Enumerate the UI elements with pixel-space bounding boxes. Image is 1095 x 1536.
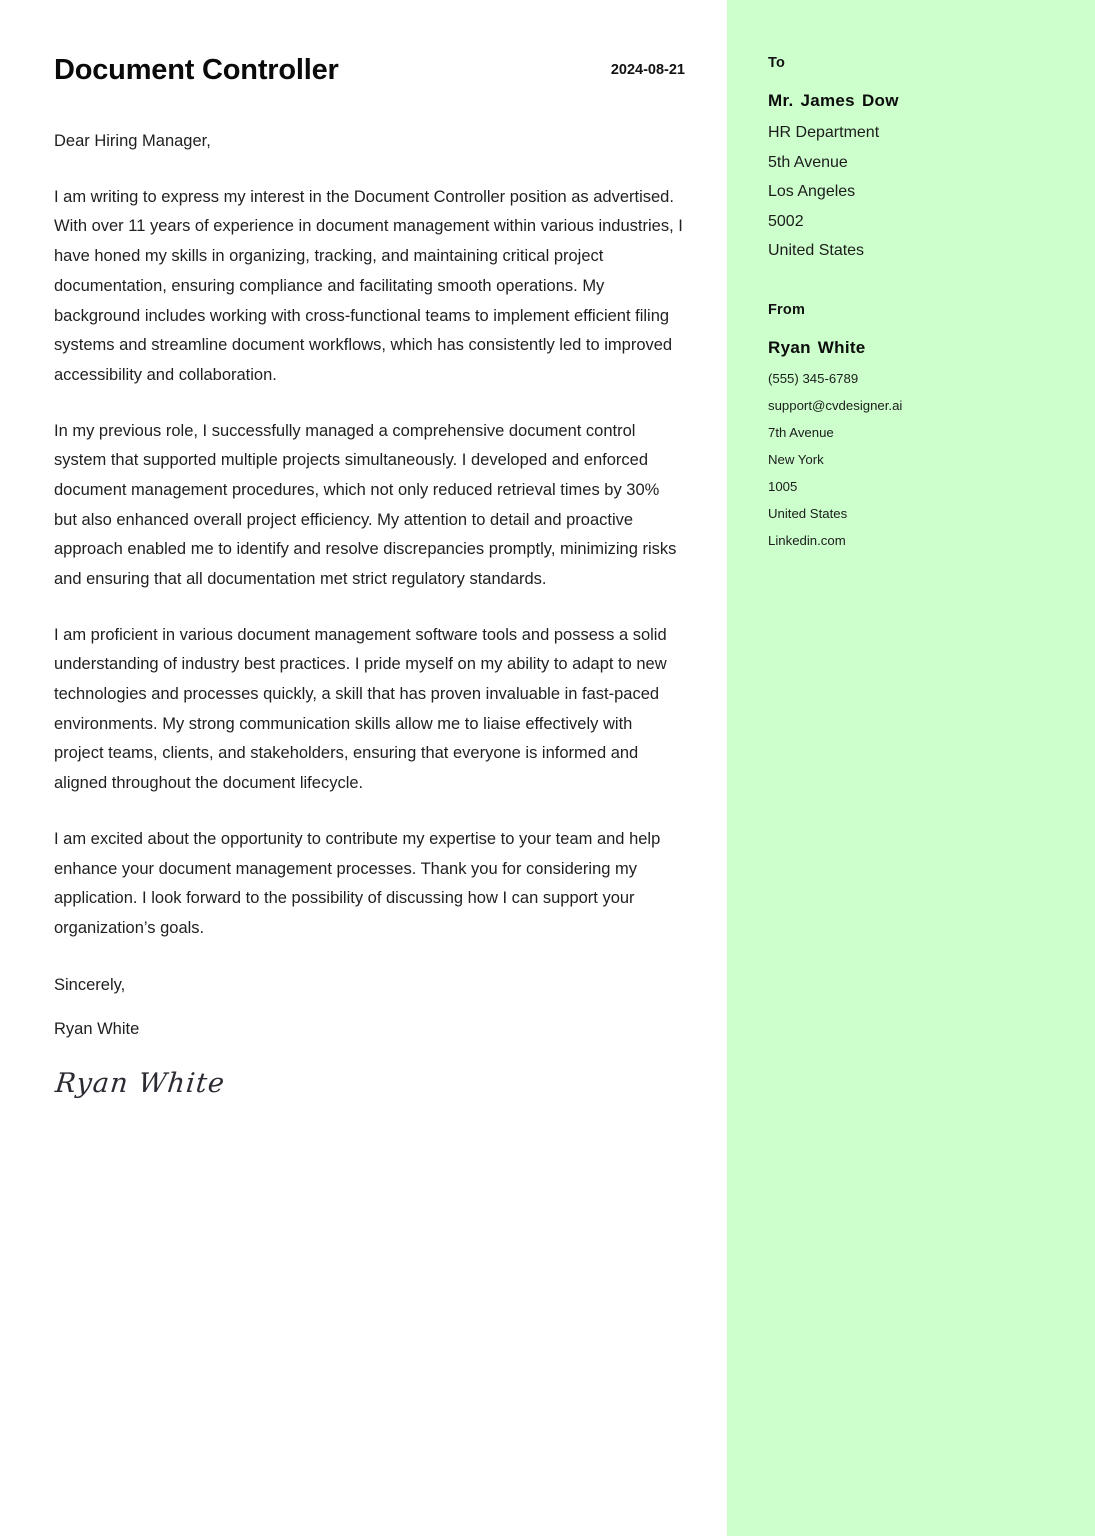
letter-paragraph: I am proficient in various document management software tools and possess a solid understanding of industry best practices. I pride myself on my ability to adapt to new technologies and processes quickly, a skill that has proven invaluable in fast-paced environments. My strong communication skills allow me to liaise effectively with project teams, clients, and stakeholders, ensuring that everyone is informed and aligned throughout the document lifecycle. (54, 625, 667, 793)
sender-address-line: 1005 (768, 479, 798, 495)
signature: Ryan White (53, 1067, 227, 1099)
recipient-label: To (768, 55, 786, 71)
closing-name: Ryan White (54, 1019, 140, 1038)
sender-address-line: New York (768, 452, 824, 468)
sender-email: support@cvdesigner.ai (768, 398, 903, 414)
recipient-name: Mr. James Dow (768, 91, 899, 111)
page-title: Document Controller (54, 54, 339, 86)
sender-address-line: 7th Avenue (768, 425, 834, 441)
recipient-address-line: Los Angeles (768, 183, 856, 201)
address-sidebar (727, 0, 1095, 1536)
recipient-address-line: 5002 (768, 212, 804, 230)
sender-website: Linkedin.com (768, 533, 846, 549)
sender-label: From (768, 302, 806, 318)
sender-block (768, 302, 1065, 554)
recipient-address-line: United States (768, 242, 865, 260)
sender-address-line: United States (768, 506, 848, 522)
letter-date: 2024-08-21 (610, 62, 685, 78)
letter-paragraph: I am writing to express my interest in the Document Controller position as advertised. With over 11 years of experience in document management within various industries, I have honed my skills in organizing, tracking, and maintaining critical project documentation, ensuring compliance and facilitating smooth operations. My background includes working with cross-functional teams to implement efficient filing systems and streamline document workflows, which has consistently led to improved accessibility and collaboration. (54, 187, 683, 384)
letter-header (54, 55, 685, 87)
sender-phone: (555) 345-6789 (768, 371, 859, 387)
letter-paragraph: I am excited about the opportunity to contribute my expertise to your team and help enhance your document management processes. Thank you for considering my application. I look forward to the possibility of discussing how I can support your organization’s goals. (54, 829, 661, 937)
closing-word: Sincerely, (54, 975, 126, 994)
sender-name: Ryan White (768, 338, 866, 358)
recipient-address-line: 5th Avenue (768, 153, 848, 171)
recipient-block (768, 55, 1065, 266)
letter-paragraph: In my previous role, I successfully managed a comprehensive document control system that supported multiple projects simultaneously. I developed and enforced document management procedures, which not only reduced retrieval times by 30% but also enhanced overall project efficiency. My attention to detail and proactive approach enabled me to identify and resolve discrepancies promptly, minimizing risks and ensuring that all documentation met strict regulatory standards. (54, 421, 677, 589)
salutation: Dear Hiring Manager, (54, 131, 211, 150)
recipient-address-line: HR Department (768, 124, 880, 142)
